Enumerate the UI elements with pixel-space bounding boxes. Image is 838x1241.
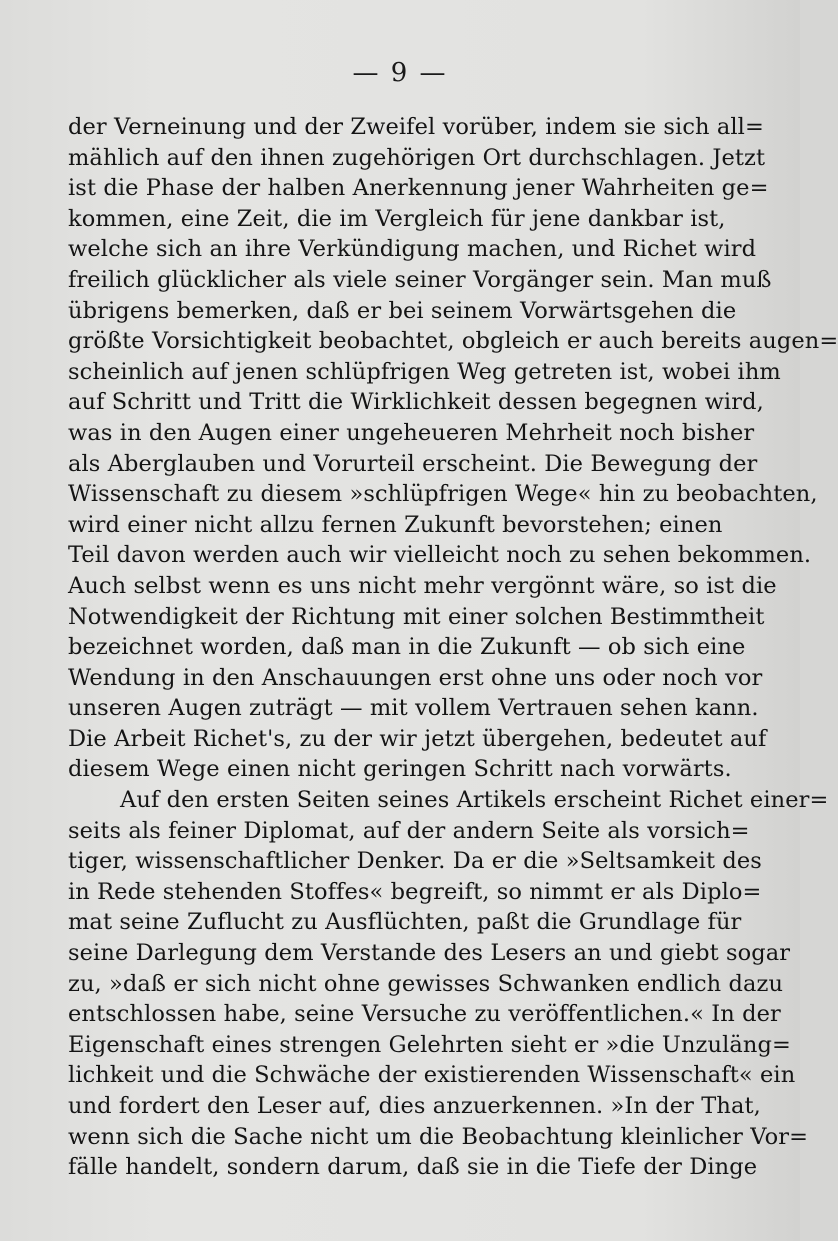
text-line: Teil davon werden auch wir vielleicht noch zu sehen bekommen. — [68, 542, 812, 569]
text-line: als Aberglauben und Vorurteil erscheint. Die Bewegung der — [68, 450, 758, 477]
text-line: und fordert den Leser auf, dies anzuerkennen. »In der That, — [68, 1093, 761, 1119]
text-line: unseren Augen zuträgt — mit vollem Vertrauen sehen kann. — [68, 695, 759, 722]
text-line: bezeichnet worden, daß man in die Zukunft — ob sich eine — [68, 634, 746, 661]
text-line: Wissenschaft zu diesem »schlüpfrigen Wege« hin zu beobachten, — [68, 481, 818, 508]
text-line: in Rede stehenden Stoffes« begreift, so nimmt er als Diplo= — [68, 878, 762, 905]
text-line: auf Schritt und Tritt die Wirklichkeit dessen begegnen wird, — [68, 389, 764, 416]
text-line: mählich auf den ihnen zugehörigen Ort durchschlagen. Jetzt — [68, 144, 766, 171]
text-line: wenn sich die Sache nicht um die Beobachtung kleinlicher Vor= — [68, 1123, 809, 1150]
text-line: übrigens bemerken, daß er bei seinem Vorwärtsgehen die — [68, 297, 737, 324]
text-line: zu, »daß er sich nicht ohne gewisses Schwanken endlich dazu — [68, 970, 784, 997]
text-line: größte Vorsichtigkeit beobachtet, obgleich er auch bereits augen= — [68, 328, 838, 355]
body-text — [68, 112, 838, 1183]
text-line: mat seine Zuflucht zu Ausflüchten, paßt die Grundlage für — [68, 909, 742, 936]
text-line: Auch selbst wenn es uns nicht mehr vergönnt wäre, so ist die — [68, 572, 777, 599]
paragraph — [68, 112, 838, 785]
page-number: — 9 — — [352, 58, 448, 88]
text-line: der Verneinung und der Zweifel vorüber, indem sie sich all= — [68, 114, 764, 140]
text-line: was in den Augen einer ungeheueren Mehrheit noch bisher — [68, 419, 755, 446]
text-line: Auf den ersten Seiten seines Artikels erscheint Richet einer= — [120, 787, 829, 814]
text-line: welche sich an ihre Verkündigung machen, und Richet wird — [68, 236, 757, 263]
text-line: scheinlich auf jenen schlüpfrigen Weg getreten ist, wobei ihm — [68, 358, 781, 385]
text-line: Die Arbeit Richet's, zu der wir jetzt übergehen, bedeutet auf — [68, 725, 767, 752]
text-line: fälle handelt, sondern darum, daß sie in die Tiefe der Dinge — [68, 1154, 758, 1181]
text-line: seine Darlegung dem Verstande des Lesers an und giebt sogar — [68, 940, 791, 967]
text-line: Eigenschaft eines strengen Gelehrten sieht er »die Unzuläng= — [68, 1031, 791, 1058]
text-line: kommen, eine Zeit, die im Vergleich für jene dankbar ist, — [68, 205, 726, 232]
text-line: lichkeit und die Schwäche der existierenden Wissenschaft« ein — [68, 1062, 796, 1089]
text-line: tiger, wissenschaftlicher Denker. Da er die »Seltsamkeit des — [68, 848, 762, 875]
text-line: freilich glücklicher als viele seiner Vorgänger sein. Man muß — [68, 266, 772, 293]
text-line: Notwendigkeit der Richtung mit einer solchen Bestimmtheit — [68, 603, 765, 630]
text-line: seits als feiner Diplomat, auf der andern Seite als vorsich= — [68, 817, 750, 844]
text-line: entschlossen habe, seine Versuche zu veröffentlichen.« In der — [68, 1001, 781, 1028]
text-line: Wendung in den Anschauungen erst ohne uns oder noch vor — [68, 664, 763, 691]
paragraph — [68, 785, 829, 1183]
text-line: wird einer nicht allzu fernen Zukunft bevorstehen; einen — [68, 511, 723, 538]
text-line: diesem Wege einen nicht geringen Schritt nach vorwärts. — [68, 756, 732, 783]
text-line: ist die Phase der halben Anerkennung jener Wahrheiten ge= — [68, 175, 769, 202]
